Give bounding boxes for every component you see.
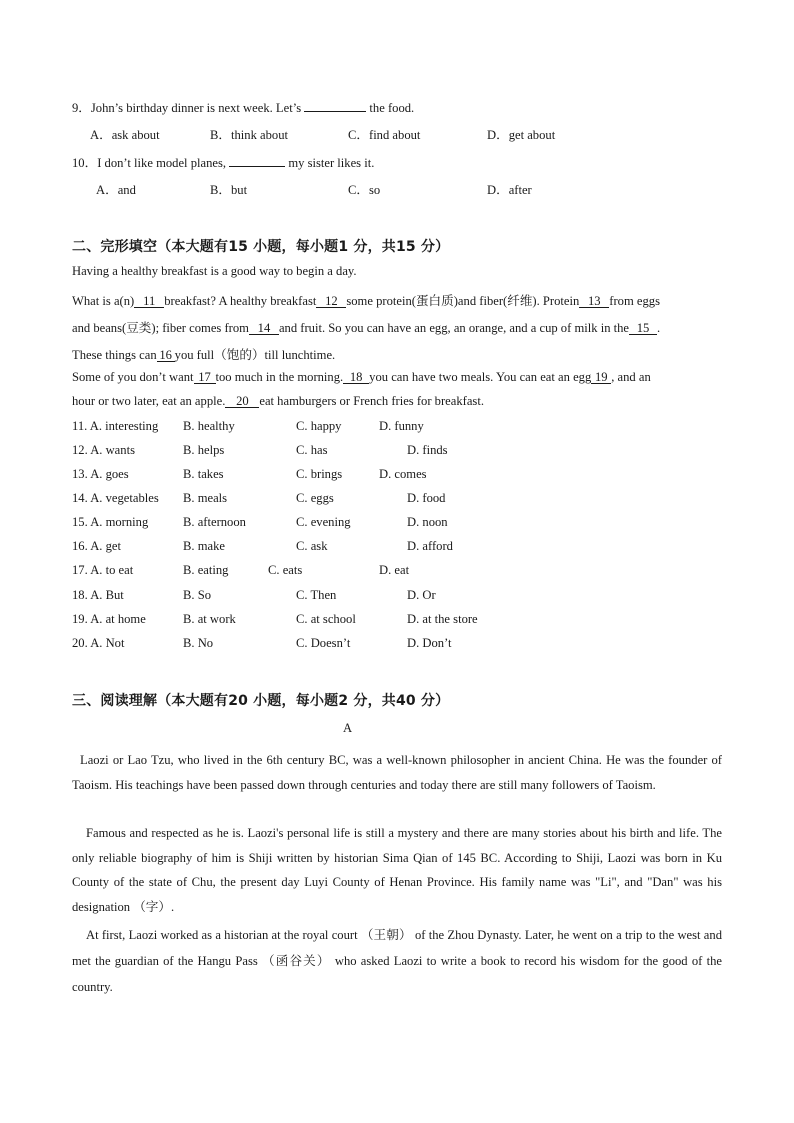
blank-16[interactable]: 16 bbox=[157, 349, 175, 362]
option-a[interactable]: 19. A. at home bbox=[72, 612, 146, 626]
text: from eggs bbox=[609, 294, 661, 308]
option-a[interactable]: 18. A. But bbox=[72, 588, 124, 602]
text: and beans(豆类); fiber comes from bbox=[72, 321, 249, 335]
blank-15[interactable]: 15 bbox=[629, 322, 657, 335]
text: you full（饱的）till lunchtime. bbox=[174, 348, 336, 362]
question-stem-end: the food. bbox=[369, 101, 415, 115]
blank-14[interactable]: 14 bbox=[249, 322, 279, 335]
text: . bbox=[657, 321, 661, 335]
text: eat hamburgers or French fries for breakfast. bbox=[259, 394, 484, 408]
cloze-line-4 bbox=[72, 370, 651, 385]
option-b[interactable]: B. at work bbox=[183, 612, 236, 626]
option-d[interactable]: D．after bbox=[487, 183, 532, 197]
option-a[interactable]: A．ask about bbox=[90, 128, 160, 142]
option-b[interactable]: B．but bbox=[210, 183, 248, 197]
text: too much in the morning. bbox=[215, 370, 344, 384]
option-a[interactable]: 11. A. interesting bbox=[72, 419, 159, 433]
question-9 bbox=[72, 97, 414, 116]
option-c[interactable]: C. Then bbox=[296, 588, 337, 602]
option-c[interactable]: C. evening bbox=[296, 515, 351, 529]
option-b[interactable]: B. takes bbox=[183, 467, 224, 481]
question-10 bbox=[72, 152, 374, 171]
option-a[interactable]: 12. A. wants bbox=[72, 443, 135, 457]
option-d[interactable]: D．get about bbox=[487, 128, 556, 142]
option-d[interactable]: D. afford bbox=[407, 539, 453, 553]
option-c[interactable]: C．find about bbox=[348, 128, 421, 142]
question-stem: 9．John’s birthday dinner is next week. Let’s bbox=[72, 101, 302, 115]
option-b[interactable]: B. healthy bbox=[183, 419, 235, 433]
option-d[interactable]: D. food bbox=[407, 491, 446, 505]
option-c[interactable]: C. happy bbox=[296, 419, 342, 433]
option-a[interactable]: 14. A. vegetables bbox=[72, 491, 159, 505]
question-stem-end: my sister likes it. bbox=[288, 156, 375, 170]
text: These things can bbox=[72, 348, 157, 362]
option-d[interactable]: D. Don’t bbox=[407, 636, 452, 650]
option-a[interactable]: 17. A. to eat bbox=[72, 563, 134, 577]
option-d[interactable]: D. comes bbox=[379, 467, 427, 481]
section-heading-cloze: 二、完形填空（本大题有15 小题，每小题1 分，共15 分） bbox=[72, 239, 450, 255]
blank-19[interactable]: 19 bbox=[591, 371, 611, 384]
answer-blank[interactable] bbox=[304, 111, 366, 112]
blank-11[interactable]: 11 bbox=[134, 295, 164, 308]
option-c[interactable]: C. at school bbox=[296, 612, 356, 626]
option-a[interactable]: A．and bbox=[96, 183, 136, 197]
option-c[interactable]: C. eggs bbox=[296, 491, 334, 505]
option-c[interactable]: C. Doesn’t bbox=[296, 636, 351, 650]
text: and fruit. So you can have an egg, an orange, and a cup of milk in the bbox=[278, 321, 630, 335]
option-b[interactable]: B. eating bbox=[183, 563, 229, 577]
blank-12[interactable]: 12 bbox=[316, 295, 346, 308]
text: What is a(n) bbox=[72, 294, 135, 308]
option-b[interactable]: B. No bbox=[183, 636, 214, 650]
option-a[interactable]: 13. A. goes bbox=[72, 467, 129, 481]
option-a[interactable]: 15. A. morning bbox=[72, 515, 149, 529]
option-c[interactable]: C. brings bbox=[296, 467, 343, 481]
option-b[interactable]: B. make bbox=[183, 539, 225, 553]
text: Some of you don’t want bbox=[72, 370, 194, 384]
option-b[interactable]: B. afternoon bbox=[183, 515, 246, 529]
option-d[interactable]: D. finds bbox=[407, 443, 448, 457]
option-b[interactable]: B. helps bbox=[183, 443, 225, 457]
text: , and an bbox=[611, 370, 651, 384]
option-d[interactable]: D. eat bbox=[379, 563, 410, 577]
option-c[interactable]: C．so bbox=[348, 183, 381, 197]
cloze-line-5 bbox=[72, 394, 484, 409]
blank-13[interactable]: 13 bbox=[579, 295, 609, 308]
cloze-intro: Having a healthy breakfast is a good way to begin a day. bbox=[72, 264, 357, 278]
text: breakfast? A healthy breakfast bbox=[164, 294, 317, 308]
cloze-line-1 bbox=[72, 290, 660, 309]
option-d[interactable]: D. funny bbox=[379, 419, 424, 433]
option-d[interactable]: D. Or bbox=[407, 588, 436, 602]
blank-17[interactable]: 17 bbox=[194, 371, 216, 384]
option-b[interactable]: B．think about bbox=[210, 128, 289, 142]
blank-20[interactable]: 20 bbox=[225, 395, 259, 408]
cloze-line-2 bbox=[72, 317, 660, 336]
option-a[interactable]: 20. A. Not bbox=[72, 636, 125, 650]
passage-label: A bbox=[343, 721, 353, 735]
option-b[interactable]: B. So bbox=[183, 588, 211, 602]
option-d[interactable]: D. noon bbox=[407, 515, 448, 529]
passage-paragraph-1: Laozi or Lao Tzu, who lived in the 6th century BC, was a well-known philosopher in ancient China. He was the founder of Taoism. His teachings have been passed down through centuries and today there are still many followers of Taoism. bbox=[72, 753, 722, 792]
option-c[interactable]: C. eats bbox=[268, 563, 303, 577]
section-heading-reading: 三、阅读理解（本大题有20 小题，每小题2 分，共40 分） bbox=[72, 693, 450, 709]
cloze-line-3 bbox=[72, 344, 335, 363]
blank-18[interactable]: 18 bbox=[343, 371, 369, 384]
question-stem: 10．I don’t like model planes, bbox=[72, 156, 227, 170]
passage-paragraph-2: Famous and respected as he is. Laozi's personal life is still a mystery and there are many stories about his birth and life. The only reliable biography of him is Shiji written by historian Sima Qian of 145 BC. According to Shiji, Laozi was born in Ku County of the state of Chu, the present day Luyi County of Henan Province. His family name was "Li", and "Dan" was his designation （字）. bbox=[72, 826, 722, 914]
option-c[interactable]: C. has bbox=[296, 443, 328, 457]
option-d[interactable]: D. at the store bbox=[407, 612, 478, 626]
passage-paragraph-3: At first, Laozi worked as a historian at the royal court （王朝） of the Zhou Dynasty. Later, he went on a trip to the west and met the guardian of the Hangu Pass （函谷关） who asked Laozi to write a book to record his wisdom for the good of the country. bbox=[72, 928, 722, 994]
text: some protein(蛋白质)and fiber(纤维). Protein bbox=[346, 294, 580, 308]
option-a[interactable]: 16. A. get bbox=[72, 539, 121, 553]
option-c[interactable]: C. ask bbox=[296, 539, 328, 553]
answer-blank[interactable] bbox=[229, 166, 285, 167]
text: you can have two meals. You can eat an egg bbox=[369, 370, 592, 384]
option-b[interactable]: B. meals bbox=[183, 491, 228, 505]
text: hour or two later, eat an apple. bbox=[72, 394, 226, 408]
